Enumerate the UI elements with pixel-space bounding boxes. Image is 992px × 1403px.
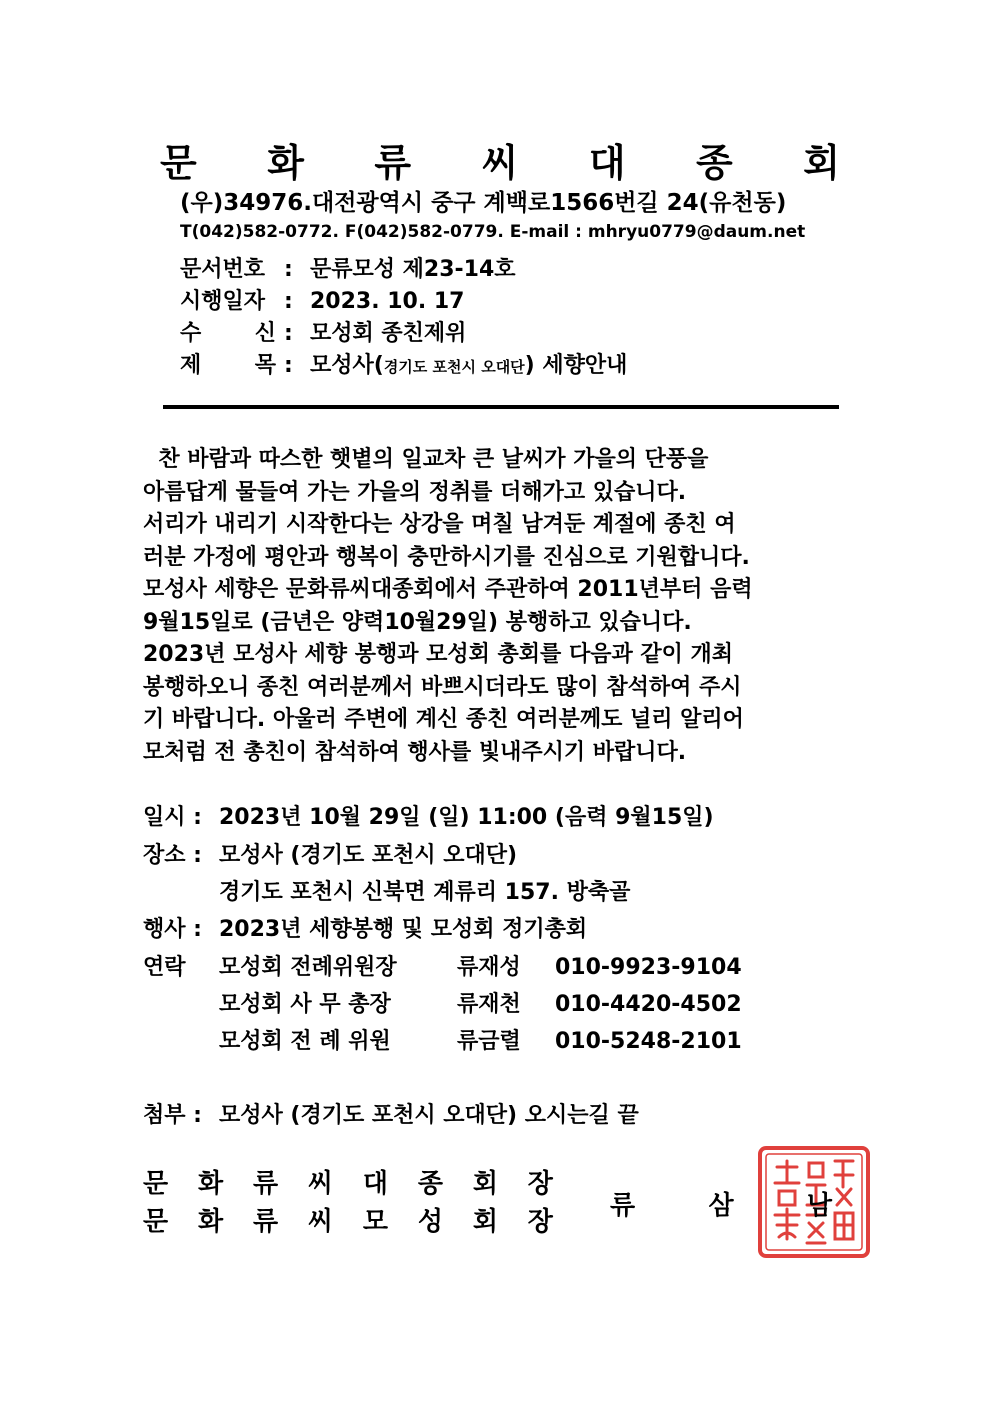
- recipient-label: [180, 316, 276, 347]
- sig-char: 화: [197, 1207, 224, 1237]
- datetime-row: [143, 800, 714, 831]
- org-char: 류: [374, 141, 412, 185]
- doc-number-row: [180, 252, 516, 283]
- colon: :: [284, 321, 293, 346]
- org-char: 문: [160, 141, 197, 185]
- place-detail: 경기도 포천시 신북면 계류리 157. 방축골: [219, 880, 631, 905]
- subject-row: [180, 348, 627, 379]
- event-row: [143, 912, 587, 943]
- contact-row: [219, 987, 742, 1018]
- recipient-label-b: 신: [254, 321, 276, 346]
- subject-label-b: 목: [254, 353, 276, 378]
- subject-location: 경기도 포천시 오대단: [383, 358, 525, 376]
- sig-char: 종: [417, 1169, 443, 1199]
- organization-title: [160, 132, 840, 187]
- contact-name: 류금렬: [457, 1029, 521, 1054]
- contact-name: 류재천: [457, 992, 521, 1017]
- doc-number-label: 문서번호: [180, 257, 266, 282]
- org-char: 화: [267, 141, 304, 185]
- signature-title-2: [143, 1201, 553, 1238]
- sig-char: 류: [252, 1169, 279, 1199]
- org-char: 씨: [481, 141, 519, 185]
- contact-role: 모성회 사 무 총장: [219, 992, 391, 1017]
- attachment-row: [143, 1098, 639, 1129]
- subject-label: [180, 348, 276, 379]
- sig-char: 문: [143, 1207, 169, 1237]
- body-line: 모처럼 전 총친이 참석하여 행사를 빛내주시기 바랍니다.: [143, 739, 687, 765]
- contact-role: 모성회 전 례 위원: [219, 1029, 391, 1054]
- issue-date-label: 시행일자: [180, 289, 266, 314]
- signature-title-1: [143, 1163, 553, 1200]
- signer-char: 남: [806, 1191, 832, 1221]
- attachment-label: 첨부 :: [143, 1103, 202, 1128]
- colon: :: [284, 289, 293, 314]
- sig-char: 씨: [307, 1207, 334, 1237]
- contact-name: 류재성: [457, 955, 521, 980]
- sig-char: 장: [527, 1207, 553, 1237]
- contact-row: [143, 950, 742, 981]
- org-char: 종: [696, 141, 733, 185]
- contact-phone: 010-4420-4502: [555, 992, 742, 1017]
- signer-char: 류: [610, 1191, 636, 1221]
- body-line: 서리가 내리기 시작한다는 상강을 며칠 남겨둔 계절에 종친 여: [143, 512, 736, 537]
- sig-char: 장: [527, 1169, 553, 1199]
- sig-char: 씨: [307, 1169, 334, 1199]
- place-label: 장소 :: [143, 843, 202, 868]
- sig-char: 성: [417, 1207, 443, 1237]
- body-line: 봉행하오니 종친 여러분께서 바쁘시더라도 많이 참석하여 주시: [143, 674, 742, 700]
- body-line: 아름답게 물들여 가는 가을의 정취를 더해가고 있습니다.: [143, 479, 687, 505]
- contact-row: [219, 1024, 742, 1055]
- colon: :: [284, 257, 293, 282]
- sig-char: 화: [197, 1169, 224, 1199]
- recipient: 모성회 종친제위: [310, 321, 467, 346]
- contact-phone: 010-5248-2101: [555, 1029, 742, 1054]
- org-char: 대: [588, 141, 626, 185]
- org-char: 회: [803, 141, 840, 185]
- doc-number: 문류모성 제23-14호: [310, 257, 516, 282]
- sig-char: 모: [362, 1207, 388, 1237]
- subject-end: ) 세향안내: [524, 353, 628, 378]
- event: 2023년 세향봉행 및 모성회 정기총회: [219, 917, 588, 942]
- recipient-label-a: 수: [180, 321, 202, 346]
- contact-label: 연락: [143, 955, 186, 980]
- contact-phone: 010-9923-9104: [555, 955, 742, 980]
- issue-date: 2023. 10. 17: [310, 289, 465, 314]
- place-row: [143, 838, 517, 869]
- colon: :: [284, 353, 293, 378]
- subject-main: 모성사(: [310, 353, 384, 378]
- sig-char: 회: [472, 1169, 498, 1199]
- datetime: 2023년 10월 29일 (일) 11:00 (음력 9월15일): [219, 805, 714, 830]
- sig-char: 류: [252, 1207, 279, 1237]
- body-line: 모성사 세향은 문화류씨대종회에서 주관하여 2011년부터 음력: [143, 577, 753, 602]
- attachment: 모성사 (경기도 포천시 오대단) 오시는길 끝: [219, 1103, 639, 1128]
- event-label: 행사 :: [143, 917, 202, 942]
- body-paragraph: [143, 444, 883, 769]
- sig-char: 대: [362, 1169, 388, 1199]
- organization-address: (우)34976.대전광역시 중구 계백로1566번길 24(유천동): [180, 190, 787, 216]
- body-line: 기 바랍니다. 아울러 주변에 계신 종친 여러분께도 널리 알리어: [143, 707, 744, 732]
- body-line: 러분 가정에 평안과 행복이 충만하시기를 진심으로 기원합니다.: [143, 544, 750, 570]
- issue-date-row: [180, 284, 465, 315]
- body-line: 2023년 모성사 세향 봉행과 모성회 총회를 다음과 같이 개최: [143, 642, 734, 667]
- organization-contact: T(042)582-0772. F(042)582-0779. E-mail : mhryu0779@daum.net: [180, 222, 806, 242]
- contact-role: 모성회 전례위원장: [219, 955, 397, 980]
- place: 모성사 (경기도 포천시 오대단): [219, 843, 518, 868]
- header-divider: [163, 405, 839, 409]
- sig-char: 회: [472, 1207, 498, 1237]
- recipient-row: [180, 316, 466, 347]
- subject-label-a: 제: [180, 353, 202, 378]
- datetime-label: 일시 :: [143, 805, 202, 830]
- sig-char: 문: [143, 1169, 169, 1199]
- signer-name: [610, 1185, 832, 1222]
- signer-char: 삼: [708, 1191, 734, 1221]
- body-line: 찬 바람과 따스한 햇볕의 일교차 큰 날씨가 가을의 단풍을: [143, 447, 709, 472]
- body-line: 9월15일로 (금년은 양력10월29일) 봉행하고 있습니다.: [143, 609, 692, 635]
